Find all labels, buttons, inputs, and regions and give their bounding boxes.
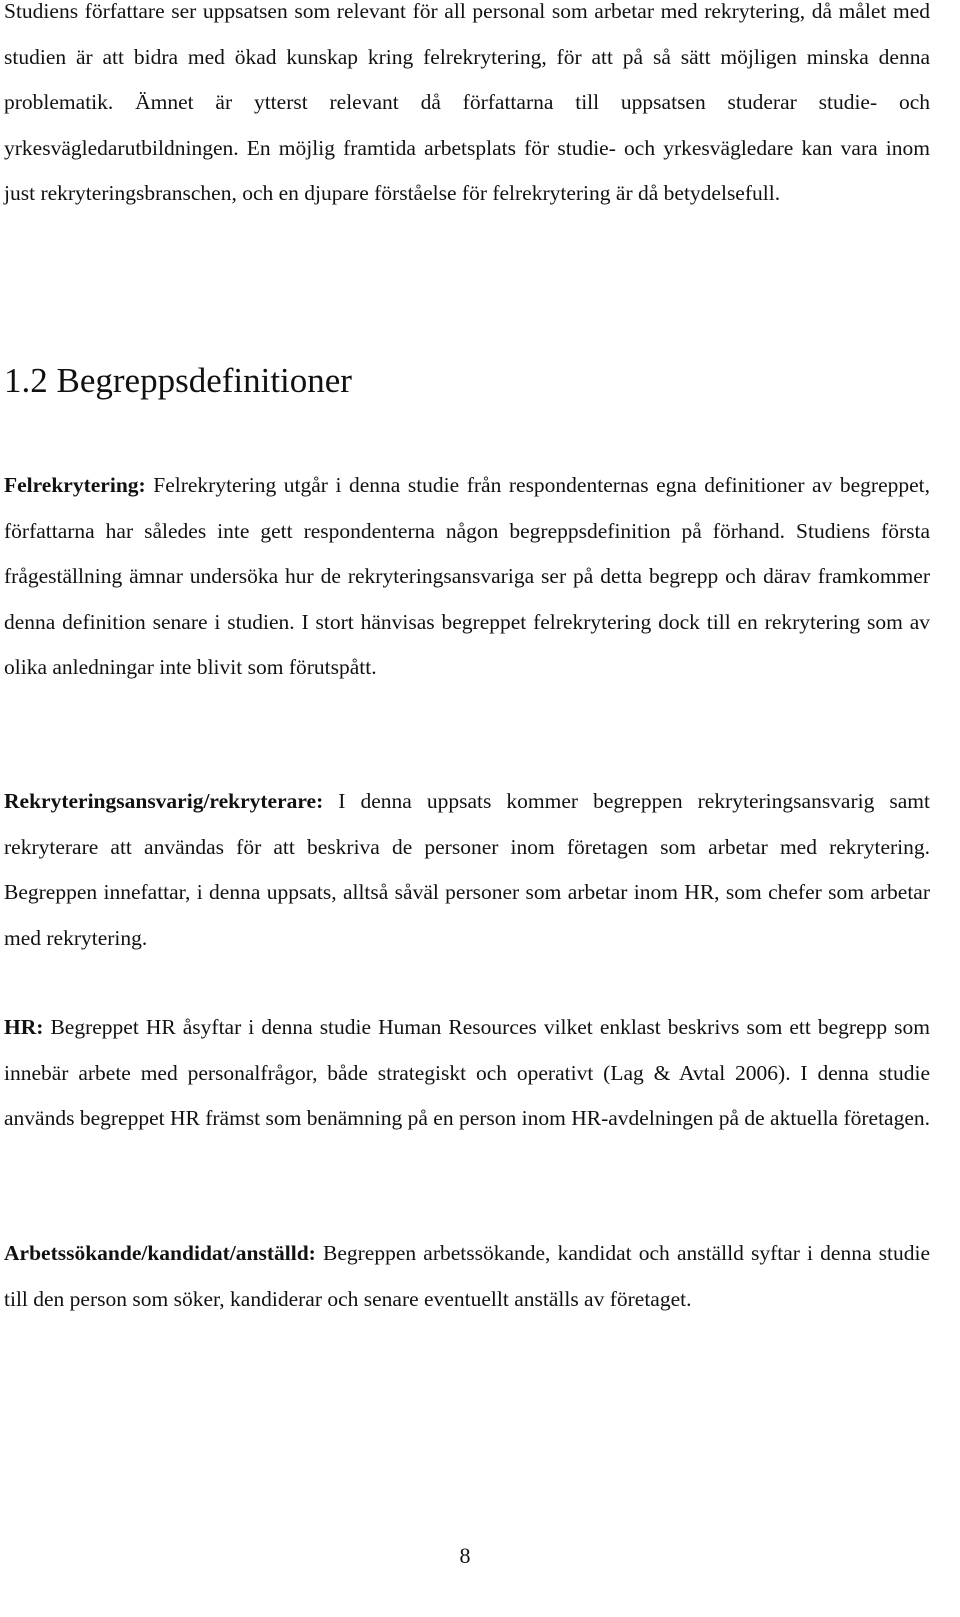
definition-felrekrytering [4,463,930,691]
definition-arbetssokande [4,1231,930,1322]
definition-term: Rekryteringsansvarig/rekryterare: [4,789,324,813]
definition-text: Begreppen arbetssökande, kandidat och anställd syftar i denna studie till den person som söker, kandiderar och senare eventuellt anställs av företaget. [4,1241,931,1311]
definition-hr [4,1005,930,1142]
definition-text: I denna uppsats kommer begreppen rekryteringsansvarig samt rekryterare att användas för att beskriva de personer inom företagen som arbetar med rekrytering. Begreppen innefattar, i denna uppsats, alltså såväl personer som arbetar inom HR, som chefer som arbetar med rekrytering. [4,789,930,950]
section-heading: 1.2 Begreppsdefinitioner [4,361,352,400]
definition-term: Arbetssökande/kandidat/anställd: [4,1241,316,1265]
page-number: 8 [459,1543,471,1568]
definition-term: HR: [4,1015,44,1039]
definition-rekryteringsansvarig [4,779,930,961]
definition-text: Felrekrytering utgår i denna studie från respondenternas egna definitioner av begreppet, författarna har således inte gett respondenterna någon begreppsdefinition på förhand. Studiens första frågeställning ämnar undersöka hur de rekryteringsansvariga ser på detta begrepp och därav framkommer denna definition senare i studien. I stort hänvisas begreppet felrekrytering dock till en rekrytering som av olika anledningar inte blivit som förutspått. [4,473,931,679]
definition-text: Begreppet HR åsyftar i denna studie Human Resources vilket enklast beskrivs som ett begrepp som innebär arbete med personalfrågor, både strategiskt och operativt (Lag & Avtal 2006). I denna studie används begreppet HR främst som benämning på en person inom HR-avdelningen på de aktuella företagen. [4,1015,931,1130]
intro-paragraph: Studiens författare ser uppsatsen som relevant för all personal som arbetar med rekrytering, då målet med studien är att bidra med ökad kunskap kring felrekrytering, för att på så sätt möjligen minska denna problematik. Ämnet är ytterst relevant då författarna till uppsatsen studerar studie- och yrkesvägledarutbildningen. En möjlig framtida arbetsplats för studie- och yrkesvägledare kan vara inom just rekryteringsbranschen, och en djupare förståelse för felrekrytering är då betydelsefull. [4,0,930,205]
definition-term: Felrekrytering: [4,473,146,497]
